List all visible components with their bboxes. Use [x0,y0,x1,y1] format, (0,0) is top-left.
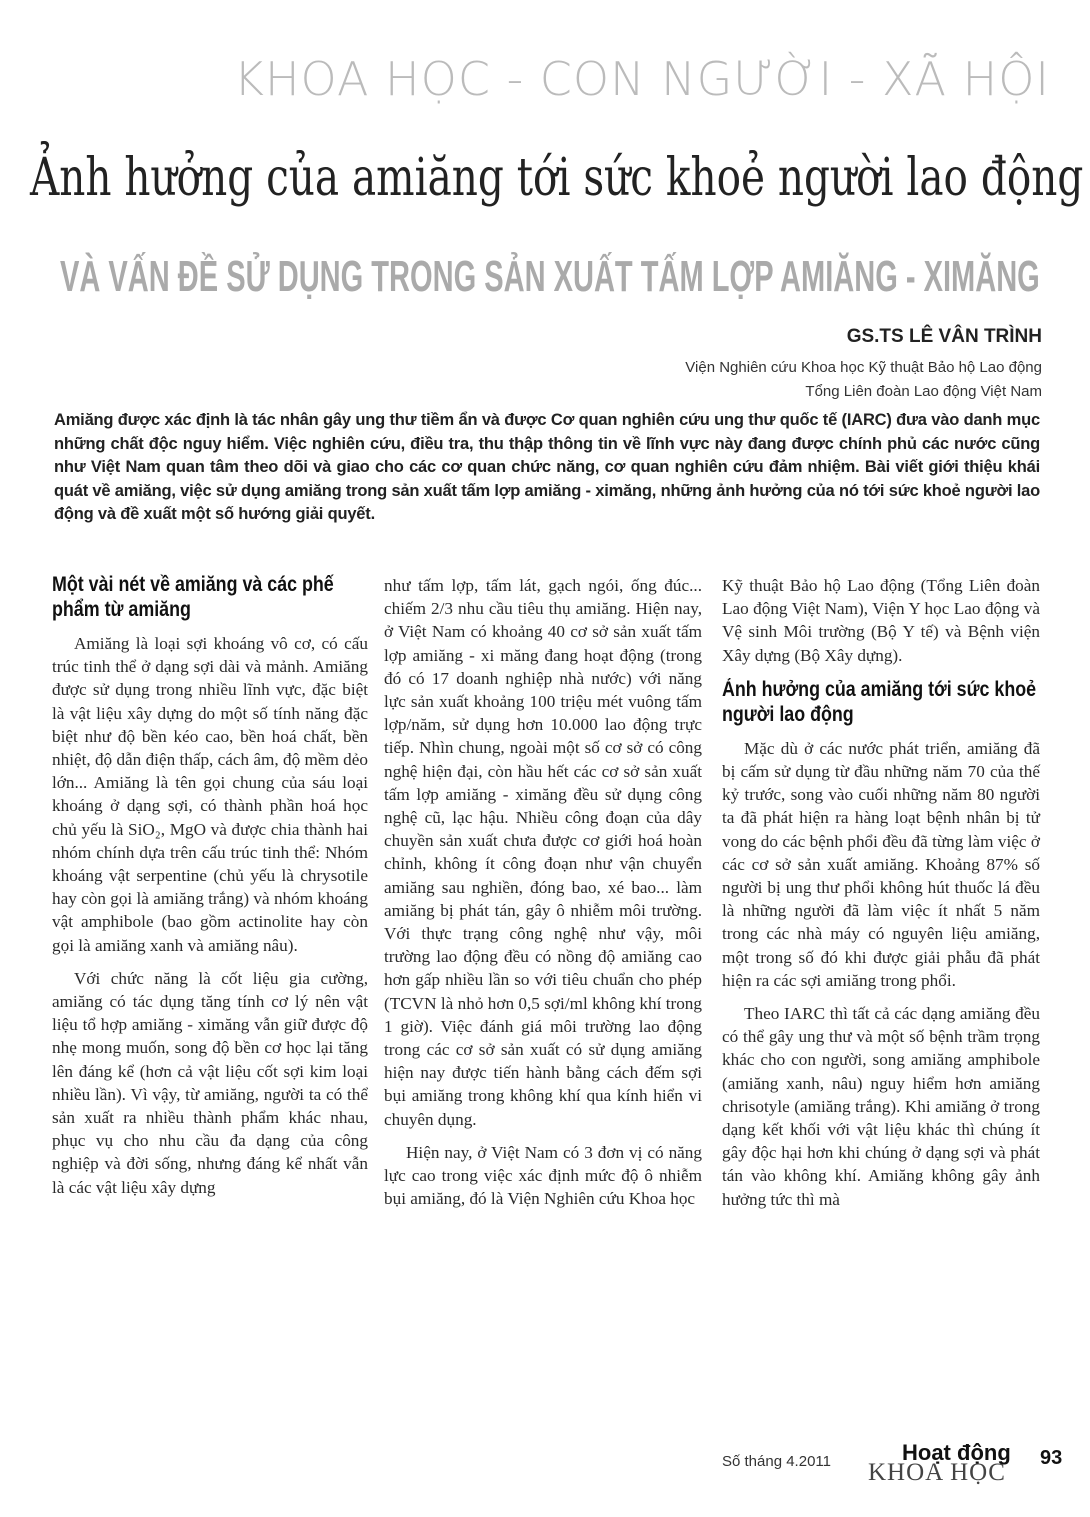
paragraph: Kỹ thuật Bảo hộ Lao động (Tổng Liên đoàn Lao động Việt Nam), Viện Y học Lao động và Vệ sinh Môi trường (Bộ Y tế) và Bệnh viện Xây dựng (Bộ Xây dựng). [722,576,1040,665]
article-subtitle: VÀ VẤN ĐỀ SỬ DỤNG TRONG SẢN XUẤT TẤM LỢP AMIĂNG - XIMĂNG [60,252,1040,301]
magazine-logo-line1: Hoạt động [902,1440,1011,1465]
article-title: Ảnh hưởng của amiăng tới sức khoẻ người lao động [30,148,1084,208]
column-3 [722,574,1040,1221]
magazine-logo-line2: KHOA HỌC [868,1459,1006,1486]
paragraph: Với chức năng là cốt liệu gia cường, amiăng có tác dụng tăng tính cơ lý nên vật liệu tổ hợp amiăng - ximăng vẫn giữ được độ nhẹ mong muốn, song độ bền cơ học lại tăng lên đáng kể (hơn cả vật liệu cốt sợi kim loại nhiều lần). Vì vậy, từ amiăng, người ta có thể sản xuất ra nhiều thành phẩm khác nhau, phục vụ cho nhu cầu đa dạng của công nghiệp và đời sống, nhưng đáng kể nhất vẫn là các vật liệu xây dựng [52,968,368,1197]
abstract: Amiăng được xác định là tác nhân gây ung thư tiềm ẩn và được Cơ quan nghiên cứu ung thư quốc tế (IARC) đưa vào danh mục những chất độc nguy hiểm. Việc nghiên cứu, điều tra, thu thập thông tin về lĩnh vực này đang được chính phủ các nước cũng như Việt Nam quan tâm theo dõi và giao cho các cơ quan chức năng, cơ quan nghiên cứu đảm nhiệm. Bài viết giới thiệu khái quát về amiăng, việc sử dụng amiăng trong sản xuất tấm lợp amiăng - ximăng, những ảnh hưởng của nó tới sức khoẻ người lao động và đề xuất một số hướng giải quyết. [54,411,1040,523]
paragraph: như tấm lợp, tấm lát, gạch ngói, ống đúc... chiếm 2/3 nhu cầu tiêu thụ amiăng. Hiện nay, ở Việt Nam có khoảng 40 cơ sở sản xuất tấm lợp amiăng - xi măng đang hoạt động (trong đó có 17 doanh nghiệp nhà nước) với năng lực sản xuất khoảng 100 triệu mét vuông tấm lợp/năm, sử dụng hơn 10.000 lao động trực tiếp. Nhìn chung, ngoài một số cơ sở có công nghệ hiện đại, còn hầu hết các cơ sở sản xuất tấm lợp amiăng - ximăng đều sử dụng công nghệ cũ, lạc hậu. Nhiều công đoạn của dây chuyền sản xuất chưa được cơ giới hoá hoàn chỉnh, không ít công đoạn như vận chuyển amiăng sau nghiền, đóng bao, xé bao... làm amiăng bị phát tán, gây ô nhiễm môi trường. Với thực trạng công nghệ như vậy, môi trường lao động đều có nồng độ amiăng cao hơn gấp nhiều lần so với tiêu chuẩn cho phép (TCVN là nhỏ hơn 0,5 sợi/ml không khí trong 1 giờ). Việc đánh giá môi trường lao động trong các cơ sở sản xuất có sử dụng amiăng hiện nay được tiến hành bằng cách đếm sợi bụi amiăng trong không khí qua kính hiển vi chuyên dụng. [384,576,702,1129]
issue-date: Số tháng 4.2011 [722,1453,831,1470]
author-affiliation [685,356,1042,404]
column-2 [384,574,702,1220]
paragraph: Hiện nay, ở Việt Nam có 3 đơn vị có năng lực cao trong việc xác định mức độ ô nhiễm bụi amiăng, đó là Viện Nghiên cứu Khoa học [384,1142,702,1209]
page-number: 93 [1040,1447,1063,1469]
affiliation-line: Viện Nghiên cứu Khoa học Kỹ thuật Bảo hộ Lao động [685,359,1042,376]
paragraph: Amiăng là loại sợi khoáng vô cơ, có cấu trúc tinh thể ở dạng sợi dài và mảnh. Amiăng được sử dụng trong nhiều lĩnh vực, đặc biệt là vật liệu xây dựng do một số tính năng đặc biệt như độ bền kéo cao, bền hoá chất, bền nhiệt, độ dẫn điện thấp, cách âm, độ mềm dẻo lớn... Amiăng là tên gọi chung của sáu loại khoáng ở dạng sợi, có thành phần hoá học chủ yếu là SiO₂, MgO và được chia thành hai nhóm chính dựa trên cấu trúc tinh thể: Nhóm khoáng vật serpentine (chủ yếu là chrysotile hay còn gọi là amiăng trắng) và nhóm khoáng vật amphibole (bao gồm actinolite hay còn gọi là amiăng xanh và amiăng nâu). [52,634,368,955]
affiliation-line: Tổng Liên đoàn Lao động Việt Nam [805,383,1042,400]
section-heading: Ảnh hưởng của amiăng tới sức khoẻ người lao động [722,677,1037,726]
section-heading: Một vài nét về amiăng và các phế phẩm từ amiăng [52,573,334,621]
author-name: GS.TS LÊ VÂN TRÌNH [846,326,1042,347]
paragraph: Theo IARC thì tất cả các dạng amiăng đều có thể gây ung thư và một số bệnh trầm trọng khác cho con người, song amiăng amphibole (amiăng xanh, nâu) nguy hiểm hơn amiăng chrisotyle (amiăng trắng). Khi amiăng ở trong dạng kết khối với vật liệu khác thì chúng ít gây độc hại hơn khi chúng ở dạng sợi và phát tán vào không khí. Amiăng không gây ảnh hưởng tức thì mà [722,1004,1040,1209]
paragraph: Mặc dù ở các nước phát triển, amiăng đã bị cấm sử dụng từ đầu những năm 70 của thế kỷ trước, song vào cuối những năm 80 người ta đã phát hiện ra hàng loạt bệnh nhân bị tử vong do các bệnh phổi đều đã từng làm việc ở các cơ sở sản xuất amiăng. Khoảng 87% số người bị ung thư phổi không hút thuốc lá đều là những người đã làm việc ít nhất 5 năm trong các nhà máy có nguyên liệu amiăng, một trong số đó khi được giải phẫu đã phát hiện ra các sợi amiăng trong phổi. [722,738,1040,990]
section-header: KHOA HỌC - CON NGƯỜI - XÃ HỘI [233,52,1050,106]
column-1 [52,572,368,1209]
